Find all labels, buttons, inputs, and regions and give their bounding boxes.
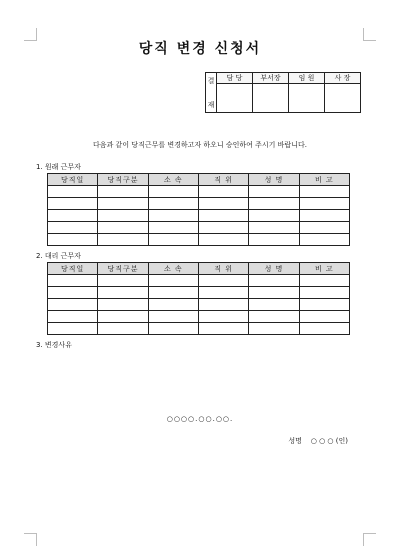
table-cell[interactable] <box>249 234 299 246</box>
table-cell[interactable] <box>198 311 248 323</box>
table-cell[interactable] <box>148 311 198 323</box>
crop-mark-bottom-right <box>363 533 376 546</box>
section-substitute-duty-title: 2. 대리 근무자 <box>36 252 81 260</box>
table-cell[interactable] <box>299 198 349 210</box>
col-remarks: 비 고 <box>299 263 349 275</box>
table-cell[interactable] <box>198 222 248 234</box>
table-cell[interactable] <box>299 299 349 311</box>
approval-sign-cell[interactable] <box>289 84 325 113</box>
signer-value: ○ ○ ○ (인) <box>310 437 348 445</box>
crop-mark-bottom-left <box>24 533 37 546</box>
table-cell[interactable] <box>198 299 248 311</box>
table-row <box>48 311 350 323</box>
signature-line <box>288 436 348 446</box>
approval-sign-cell[interactable] <box>325 84 361 113</box>
section-original-duty-title: 1. 원래 근무자 <box>36 163 81 171</box>
table-cell[interactable] <box>148 299 198 311</box>
approval-sign-cell[interactable] <box>253 84 289 113</box>
table-row <box>48 186 350 198</box>
table-cell[interactable] <box>98 299 148 311</box>
table-cell[interactable] <box>249 210 299 222</box>
table-cell[interactable] <box>198 198 248 210</box>
table-cell[interactable] <box>249 287 299 299</box>
col-duty-date: 당직일 <box>48 263 98 275</box>
table-cell[interactable] <box>198 323 248 335</box>
table-cell[interactable] <box>48 222 98 234</box>
col-remarks: 비 고 <box>299 174 349 186</box>
table-cell[interactable] <box>299 311 349 323</box>
table-cell[interactable] <box>48 198 98 210</box>
table-row <box>48 299 350 311</box>
table-row <box>48 198 350 210</box>
table-cell[interactable] <box>249 222 299 234</box>
table-row <box>48 323 350 335</box>
table-cell[interactable] <box>48 275 98 287</box>
table-cell[interactable] <box>98 287 148 299</box>
table-cell[interactable] <box>249 299 299 311</box>
table-cell[interactable] <box>299 234 349 246</box>
table-cell[interactable] <box>198 210 248 222</box>
section-reason-title: 3. 변경사유 <box>36 341 72 349</box>
approval-sign-cell[interactable] <box>217 84 253 113</box>
table-cell[interactable] <box>98 222 148 234</box>
table-cell[interactable] <box>48 186 98 198</box>
table-cell[interactable] <box>249 311 299 323</box>
table-cell[interactable] <box>98 323 148 335</box>
approval-label-bottom: 재 <box>207 100 215 109</box>
table-cell[interactable] <box>299 222 349 234</box>
table-cell[interactable] <box>98 210 148 222</box>
table-cell[interactable] <box>249 275 299 287</box>
table-cell[interactable] <box>299 186 349 198</box>
col-department: 소 속 <box>148 263 198 275</box>
approval-label-top: 결 <box>207 76 215 85</box>
table-cell[interactable] <box>48 234 98 246</box>
col-duty-type: 당직구분 <box>98 263 148 275</box>
table-cell[interactable] <box>198 186 248 198</box>
table-cell[interactable] <box>249 198 299 210</box>
col-position: 직 위 <box>198 174 248 186</box>
table-cell[interactable] <box>48 323 98 335</box>
table-row <box>48 222 350 234</box>
table-row <box>48 275 350 287</box>
signer-label: 성명 <box>288 437 302 445</box>
table-cell[interactable] <box>48 287 98 299</box>
approval-role-staff: 담 당 <box>217 73 253 84</box>
table-cell[interactable] <box>249 186 299 198</box>
table-cell[interactable] <box>148 198 198 210</box>
approval-role-executive: 임 원 <box>289 73 325 84</box>
table-cell[interactable] <box>249 323 299 335</box>
table-cell[interactable] <box>148 275 198 287</box>
table-cell[interactable] <box>148 186 198 198</box>
col-name: 성 명 <box>249 174 299 186</box>
approval-role-dept-head: 부서장 <box>253 73 289 84</box>
approval-role-president: 사 장 <box>325 73 361 84</box>
date-placeholder: ○○○○.○○.○○. <box>166 415 234 423</box>
col-duty-date: 당직일 <box>48 174 98 186</box>
table-cell[interactable] <box>98 198 148 210</box>
table-cell[interactable] <box>148 210 198 222</box>
table-row <box>48 210 350 222</box>
table-cell[interactable] <box>198 234 248 246</box>
table-cell[interactable] <box>98 275 148 287</box>
table-row <box>48 234 350 246</box>
col-name: 성 명 <box>249 263 299 275</box>
table-cell[interactable] <box>198 275 248 287</box>
col-department: 소 속 <box>148 174 198 186</box>
approval-table <box>205 72 361 113</box>
original-duty-table <box>47 173 350 246</box>
table-cell[interactable] <box>148 222 198 234</box>
table-cell[interactable] <box>198 287 248 299</box>
col-duty-type: 당직구분 <box>98 174 148 186</box>
table-cell[interactable] <box>98 311 148 323</box>
table-cell[interactable] <box>148 287 198 299</box>
intro-text: 다음과 같이 당직근무를 변경하고자 하오니 승인하여 주시기 바랍니다. <box>93 141 307 149</box>
table-cell[interactable] <box>48 210 98 222</box>
table-cell[interactable] <box>299 275 349 287</box>
table-cell[interactable] <box>148 323 198 335</box>
table-row <box>48 287 350 299</box>
approval-label <box>206 73 217 113</box>
table-cell[interactable] <box>299 210 349 222</box>
table-cell[interactable] <box>98 234 148 246</box>
substitute-duty-table <box>47 262 350 335</box>
col-position: 직 위 <box>198 263 248 275</box>
document-title: 당직 변경 신청서 <box>138 41 262 57</box>
table-cell[interactable] <box>48 311 98 323</box>
table-cell[interactable] <box>148 234 198 246</box>
table-cell[interactable] <box>98 186 148 198</box>
table-cell[interactable] <box>299 287 349 299</box>
table-cell[interactable] <box>48 299 98 311</box>
table-cell[interactable] <box>299 323 349 335</box>
